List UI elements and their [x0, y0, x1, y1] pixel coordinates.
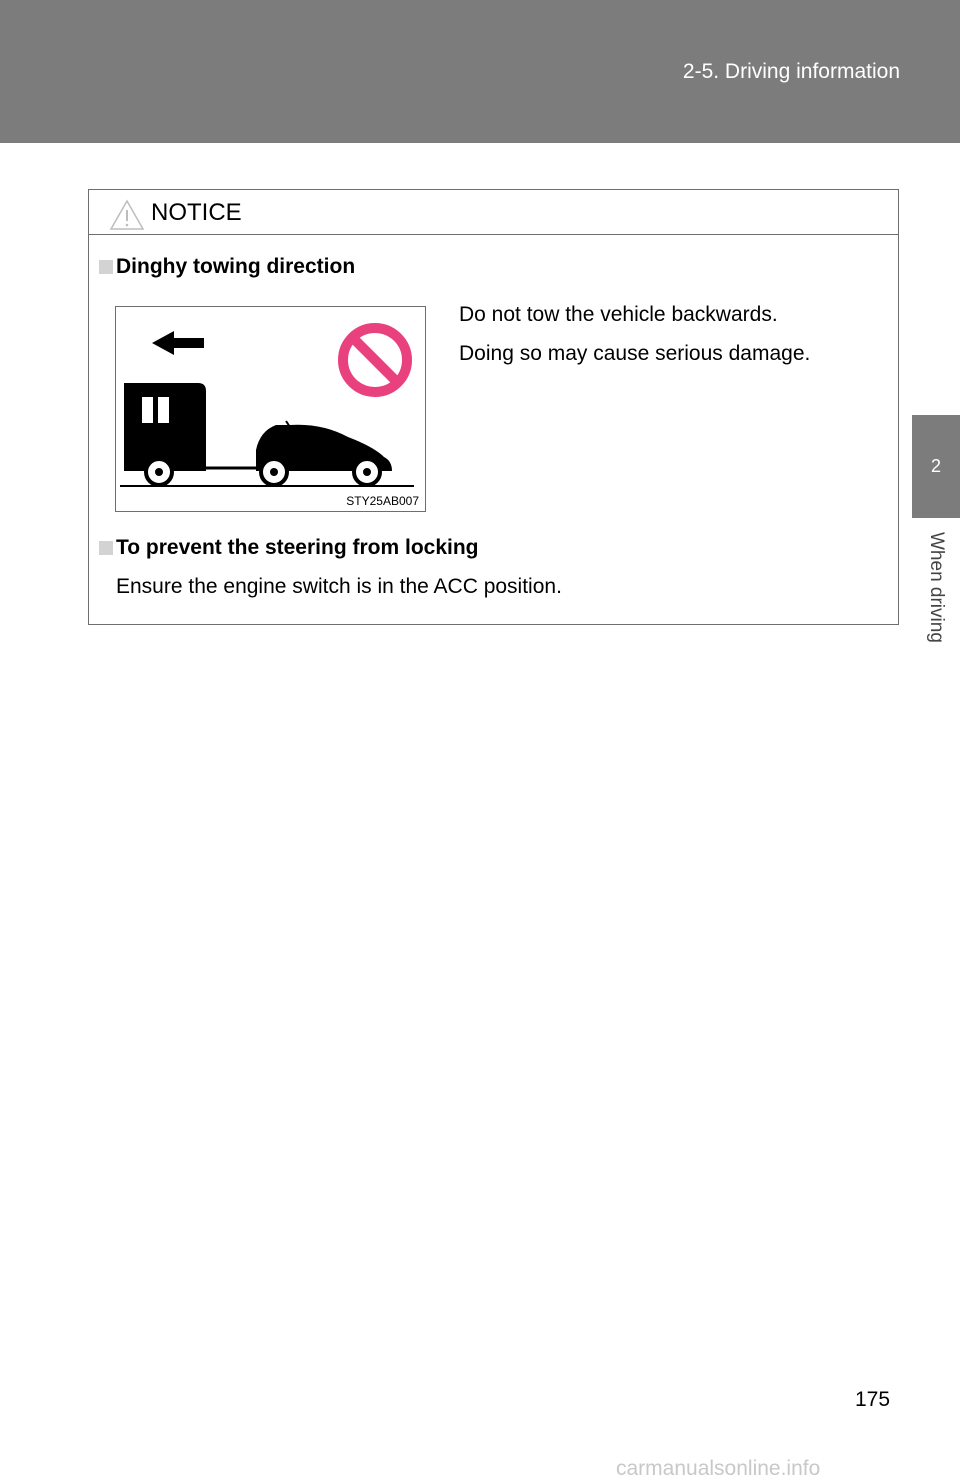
notice-title: NOTICE [151, 199, 242, 226]
arrow-left-icon [152, 331, 204, 355]
watermark: carmanualsonline.info [616, 1457, 821, 1480]
dinghy-text-line-2: Doing so may cause serious damage. [459, 342, 811, 365]
page-number: 175 [855, 1388, 891, 1411]
section-bullet [99, 260, 113, 274]
section-heading-steering: To prevent the steering from locking [116, 536, 479, 559]
dinghy-text-line-1: Do not tow the vehicle backwards. [459, 303, 778, 326]
page-header [0, 0, 960, 143]
notice-header [89, 190, 898, 235]
chapter-label-text: When driving [926, 532, 947, 643]
section-heading-dinghy: Dinghy towing direction [116, 255, 356, 278]
motorhome-icon [124, 383, 206, 485]
car-icon [256, 421, 392, 485]
section-bullet [99, 541, 113, 555]
section-title: 2-5. Driving information [682, 60, 900, 83]
steering-text-line-1: Ensure the engine switch is in the ACC position. [116, 575, 562, 598]
chapter-tab-label [912, 520, 960, 670]
dinghy-towing-figure [115, 306, 426, 512]
warning-triangle-icon [109, 199, 145, 231]
prohibition-icon [343, 328, 407, 392]
towing-illustration [116, 307, 425, 511]
figure-code: STY25AB007 [346, 494, 419, 508]
notice-box [88, 189, 899, 625]
chapter-tab-number: 2 [912, 415, 960, 518]
